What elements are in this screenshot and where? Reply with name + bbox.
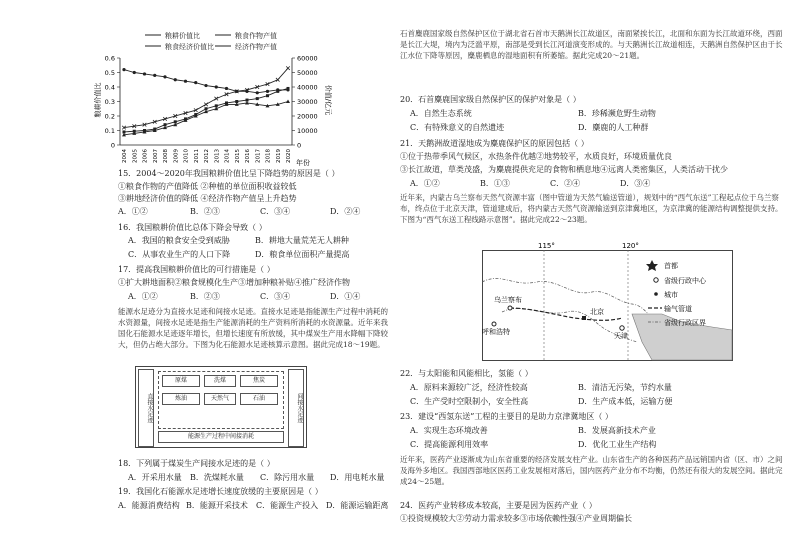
q15-items-2: ③耕地经济价值的降低 ④经济作物产值呈上升趋势	[118, 194, 297, 203]
q21-stem: 21．天鹅洲故道湿地成为麋鹿保护区的原因包括（ ）	[400, 139, 589, 148]
right-tick-label-3: 30000	[297, 98, 318, 106]
x-tick-label-4: 2008	[163, 149, 169, 163]
series-1-point-16	[287, 87, 290, 90]
map-city-hohhot: 呼和浩特	[482, 328, 510, 336]
series-0-point-10	[225, 87, 228, 90]
series-1-point-13	[256, 97, 259, 100]
map-lon-2: 120°	[622, 242, 639, 250]
map-legend-province-center: 省级行政中心	[664, 277, 706, 285]
q17-option-b[interactable]: B．②③	[190, 292, 220, 301]
series-0-point-8	[204, 84, 207, 87]
left-tick-label-2: 0.2	[104, 112, 115, 121]
q24-items: ①投资规模较大②劳动力需求较多③市场依赖性强④产业周期偏长	[400, 514, 632, 523]
series-1-point-15	[276, 90, 279, 93]
q17-option-a[interactable]: A．①②	[128, 292, 158, 301]
q15-option-c[interactable]: C．③④	[260, 207, 291, 216]
q17-stem: 17．提高我国粮耕价值比的可行措施是（ ）	[118, 265, 275, 274]
diagram-node-1: 洗煤	[204, 375, 236, 387]
q16-option-b[interactable]: B．耕地大量荒芜无人耕种	[255, 236, 349, 245]
q21-option-c[interactable]: C．②④	[550, 179, 581, 188]
map-legend-pipeline: 输气管道	[664, 305, 692, 313]
diagram-node-4: 天然气	[204, 393, 236, 405]
x-tick-label-14: 2018	[265, 149, 272, 163]
series-line-0	[124, 70, 288, 93]
x-tick-label-9: 2013	[214, 149, 221, 163]
legend-label-3: 经济作物产值	[235, 43, 277, 51]
series-0-point-4	[163, 75, 166, 78]
diagram-bottom-bar: 能源生产过程中间接消耗	[158, 431, 284, 443]
diagram-left-label: 直接水足迹	[138, 369, 154, 447]
x-tick-label-13: 2017	[255, 149, 262, 163]
series-0-point-6	[184, 80, 187, 83]
left-tick-label-5: 0.5	[104, 69, 115, 77]
q19-option-d[interactable]: D．能源运输距离	[326, 501, 389, 510]
left-tick-label-4: 0.4	[104, 83, 115, 92]
pipeline-map	[482, 242, 742, 362]
q18-option-b[interactable]: B．洗煤耗水量	[190, 473, 244, 482]
q21-items-2: ③长江故道，草类茂盛，为麋鹿提供充足的食物和栖息地④远离人类密集区，人类活动干扰少	[400, 165, 728, 174]
q17-items: ①扩大耕地面积②粮食规模化生产③增加种粮补贴④推广经济作物	[118, 278, 350, 287]
series-0-point-14	[266, 90, 269, 93]
map-city-beijing: 北京	[590, 308, 604, 316]
series-0-point-1	[133, 71, 136, 74]
series-1-point-14	[266, 94, 269, 97]
q17-option-c[interactable]: C．③④	[260, 292, 291, 301]
q21-items-1: ①位于热带季风气候区，水热条件优越②地势较平，水质良好，环境质量优良	[400, 152, 672, 161]
x-tick-label-7: 2011	[193, 149, 200, 163]
map-legend-boundary: 省级行政区界	[664, 319, 706, 327]
q20-option-d[interactable]: D．麋鹿的人工种群	[578, 123, 649, 132]
q21-option-d[interactable]: D．③④	[620, 179, 651, 188]
q15-option-d[interactable]: D．②④	[330, 207, 361, 216]
series-0-point-0	[122, 68, 125, 71]
x-tick-label-5: 2009	[173, 149, 180, 163]
q20-option-b[interactable]: B．珍稀濒危野生动物	[578, 109, 656, 118]
x-tick-label-2: 2006	[142, 149, 149, 163]
q22-option-b[interactable]: B．清洁无污染，节约水量	[578, 383, 672, 392]
map-lon-1: 115°	[538, 242, 555, 250]
right-tick-label-1: 10000	[297, 127, 318, 135]
q20-option-a[interactable]: A．自然生态系统	[410, 109, 472, 118]
q19-option-c[interactable]: C．能源生产投入	[256, 501, 319, 510]
diagram-node-5: 石油	[240, 393, 278, 405]
series-line-3	[124, 68, 288, 127]
x-tick-label-1: 2005	[132, 149, 139, 163]
q15-stem: 15．2004～2020年我国粮耕价值比呈下降趋势的原因是（ ）	[118, 169, 340, 178]
q15-items-1: ①粮食作物的产值降低 ②种植的单位面积收益较低	[118, 182, 297, 191]
q16-option-d[interactable]: D．粮食单位面积产量提高	[255, 250, 350, 259]
q23-option-d[interactable]: D．优化工业生产结构	[578, 440, 657, 449]
left-tick-label-3: 0.3	[104, 98, 115, 106]
q22-stem: 22．与太阳能和风能相比，氢能（ ）	[400, 369, 533, 378]
q18-option-d[interactable]: D．用电耗水量	[330, 473, 385, 482]
q15-option-a[interactable]: A．①②	[118, 207, 148, 216]
q16-option-a[interactable]: A．我国的粮食安全受到威胁	[128, 236, 230, 245]
left-tick-label-6: 0.6	[104, 54, 115, 63]
right-tick-label-5: 50000	[297, 69, 318, 77]
q23-option-c[interactable]: C．提高能源利用效率	[410, 440, 489, 449]
x-axis-title: 年份	[296, 159, 310, 167]
x-tick-label-16: 2020	[286, 149, 292, 163]
q21-option-a[interactable]: A．①②	[410, 179, 440, 188]
q19-option-a[interactable]: A．能源消费结构	[118, 501, 180, 510]
q21-option-b[interactable]: B．①③	[480, 179, 510, 188]
q16-option-c[interactable]: C．从事农业生产的人口下降	[128, 250, 231, 259]
series-3-point-16	[286, 66, 290, 70]
map-city-tianjin: 天津	[614, 332, 628, 340]
x-tick-label-10: 2014	[224, 149, 231, 163]
x-tick-label-0: 2004	[122, 149, 128, 163]
legend-label-2: 粮食经济价值比	[165, 43, 214, 51]
series-3-point-15	[276, 78, 280, 82]
series-0-point-5	[174, 78, 177, 81]
y-axis-right-title: 价值/亿元	[324, 84, 332, 116]
series-3-point-9	[214, 97, 218, 101]
left-tick-label-0: 0	[110, 141, 115, 150]
diagram-node-3: 炼油	[162, 393, 200, 405]
diagram-right-label: 间接水足迹	[288, 369, 304, 447]
x-tick-label-15: 2019	[275, 149, 282, 163]
passage-elk-reserve: 石首麋鹿国家级自然保护区位于湖北省石首市天鹅洲长江故道区，南面紧挨长江，北面和东面为长江故道环绕，西面是长江大堤，境内为泛滥平原，南部是受到长江河道演变形成的。与天鹅洲长江故道相连，天鹅洲自然保护区由于长江水位下降等原因，麋鹿栖息的湿地面积有所萎缩。据此完成20～21题。	[400, 29, 783, 60]
water-footprint-diagram	[135, 366, 307, 448]
diagram-node-top: 原煤	[162, 375, 200, 387]
y-axis-left-title: 粮耕价值比	[94, 82, 102, 118]
q16-stem: 16．我国粮耕价值比总体下降会导致（ ）	[118, 223, 267, 232]
passage-gas-pipeline: 近年来，内蒙古乌兰察布天然气资源丰富（图中管道为天然气输送管道），规划中的“西气东送”工程起点位于乌兰察布，终点位于北京天津，管道建成后，将内蒙古天然气资源输送到京津冀地区，为京津冀的能源结构调整提供支持。下图为“西气东送工程线路示意图”。据此完成22～23题。	[400, 193, 783, 224]
q18-stem: 18．下列属于煤炭生产间接水足迹的是（ ）	[118, 459, 275, 468]
q24-stem: 24．医药产业转移成本较高，主要是因为医药产业（ ）	[400, 501, 597, 510]
series-3-point-8	[204, 103, 208, 107]
line-chart	[0, 0, 392, 170]
legend-label-1: 粮食作物产值	[235, 32, 277, 40]
map-legend-capital: 首都	[664, 262, 678, 270]
series-0-point-7	[194, 81, 197, 84]
passage-medicine: 近年来，医药产业逐渐成为山东省重要的经济发展支柱产业。山东省生产的各种医药产品远销国内省（区、市）之间及海外多地区。我国西部地区医药工业发展相对落后，国内医药产业分布不均衡，仍然还有很大的发展空间。据此完成24～25题。	[400, 455, 783, 486]
q23-option-b[interactable]: B．发展高新技术产业	[578, 426, 656, 435]
x-tick-label-11: 2015	[234, 149, 241, 163]
left-tick-label-1: 0.1	[104, 127, 115, 135]
diagram-node-2: 焦炭	[240, 375, 278, 387]
right-tick-label-2: 20000	[297, 112, 318, 121]
q22-option-d[interactable]: D．生产成本低，运输方便	[578, 397, 673, 406]
x-tick-label-6: 2010	[183, 149, 190, 163]
passage-water-footprint: 能源水足迹分为直接水足迹和间接水足迹。直接水足迹是指能源生产过程中消耗的水资源量，间接水足迹是指生产能源消耗的生产资料所消耗的水资源量。近年来我国化石能源水足迹逐年增长，但增长速度有所放缓，其中煤炭生产用水降幅下降较大，但仍占绝大部分。下图为化石能源水足迹核算示意图。据此完成18～19题。	[118, 307, 388, 349]
q20-stem: 20．石首麋鹿国家级自然保护区的保护对象是（ ）	[400, 95, 581, 104]
x-tick-label-12: 2016	[245, 149, 251, 163]
q23-option-a[interactable]: A．实现生态环境改善	[410, 426, 488, 435]
q22-option-c[interactable]: C．生产受时空限制小，安全性高	[410, 397, 529, 406]
series-0-point-9	[215, 85, 218, 88]
legend-label-0: 粮耕价值比	[165, 32, 200, 40]
map-city-wulanchabu: 乌兰察布	[494, 296, 522, 304]
q15-option-b[interactable]: B．②③	[190, 207, 220, 216]
series-0-point-3	[153, 74, 156, 77]
q17-option-d[interactable]: D．①④	[330, 292, 361, 301]
right-tick-label-4: 40000	[297, 83, 318, 92]
series-0-point-13	[256, 91, 259, 94]
right-tick-label-0: 0	[297, 141, 302, 150]
q19-stem: 19．我国化石能源水足迹增长速度放缓的主要原因是（ ）	[118, 487, 323, 496]
q22-option-a[interactable]: A．原料来源较广泛，经济性较高	[410, 383, 528, 392]
series-0-point-2	[143, 72, 146, 75]
q19-option-b[interactable]: B．能源开采技术	[186, 501, 248, 510]
x-tick-label-8: 2012	[204, 149, 210, 163]
map-legend-city: 城市	[664, 291, 678, 299]
x-tick-label-3: 2007	[152, 149, 159, 163]
q23-stem: 23．建设“西氢东送”工程的主要目的是助力京津冀地区（ ）	[400, 412, 613, 421]
q18-option-a[interactable]: A．开采用水量	[128, 473, 182, 482]
series-2-point-16	[286, 100, 290, 104]
right-tick-label-6: 60000	[297, 54, 318, 63]
q20-option-c[interactable]: C．有特殊意义的自然遗迹	[410, 123, 505, 132]
q18-option-c[interactable]: C．除污用水量	[260, 473, 315, 482]
